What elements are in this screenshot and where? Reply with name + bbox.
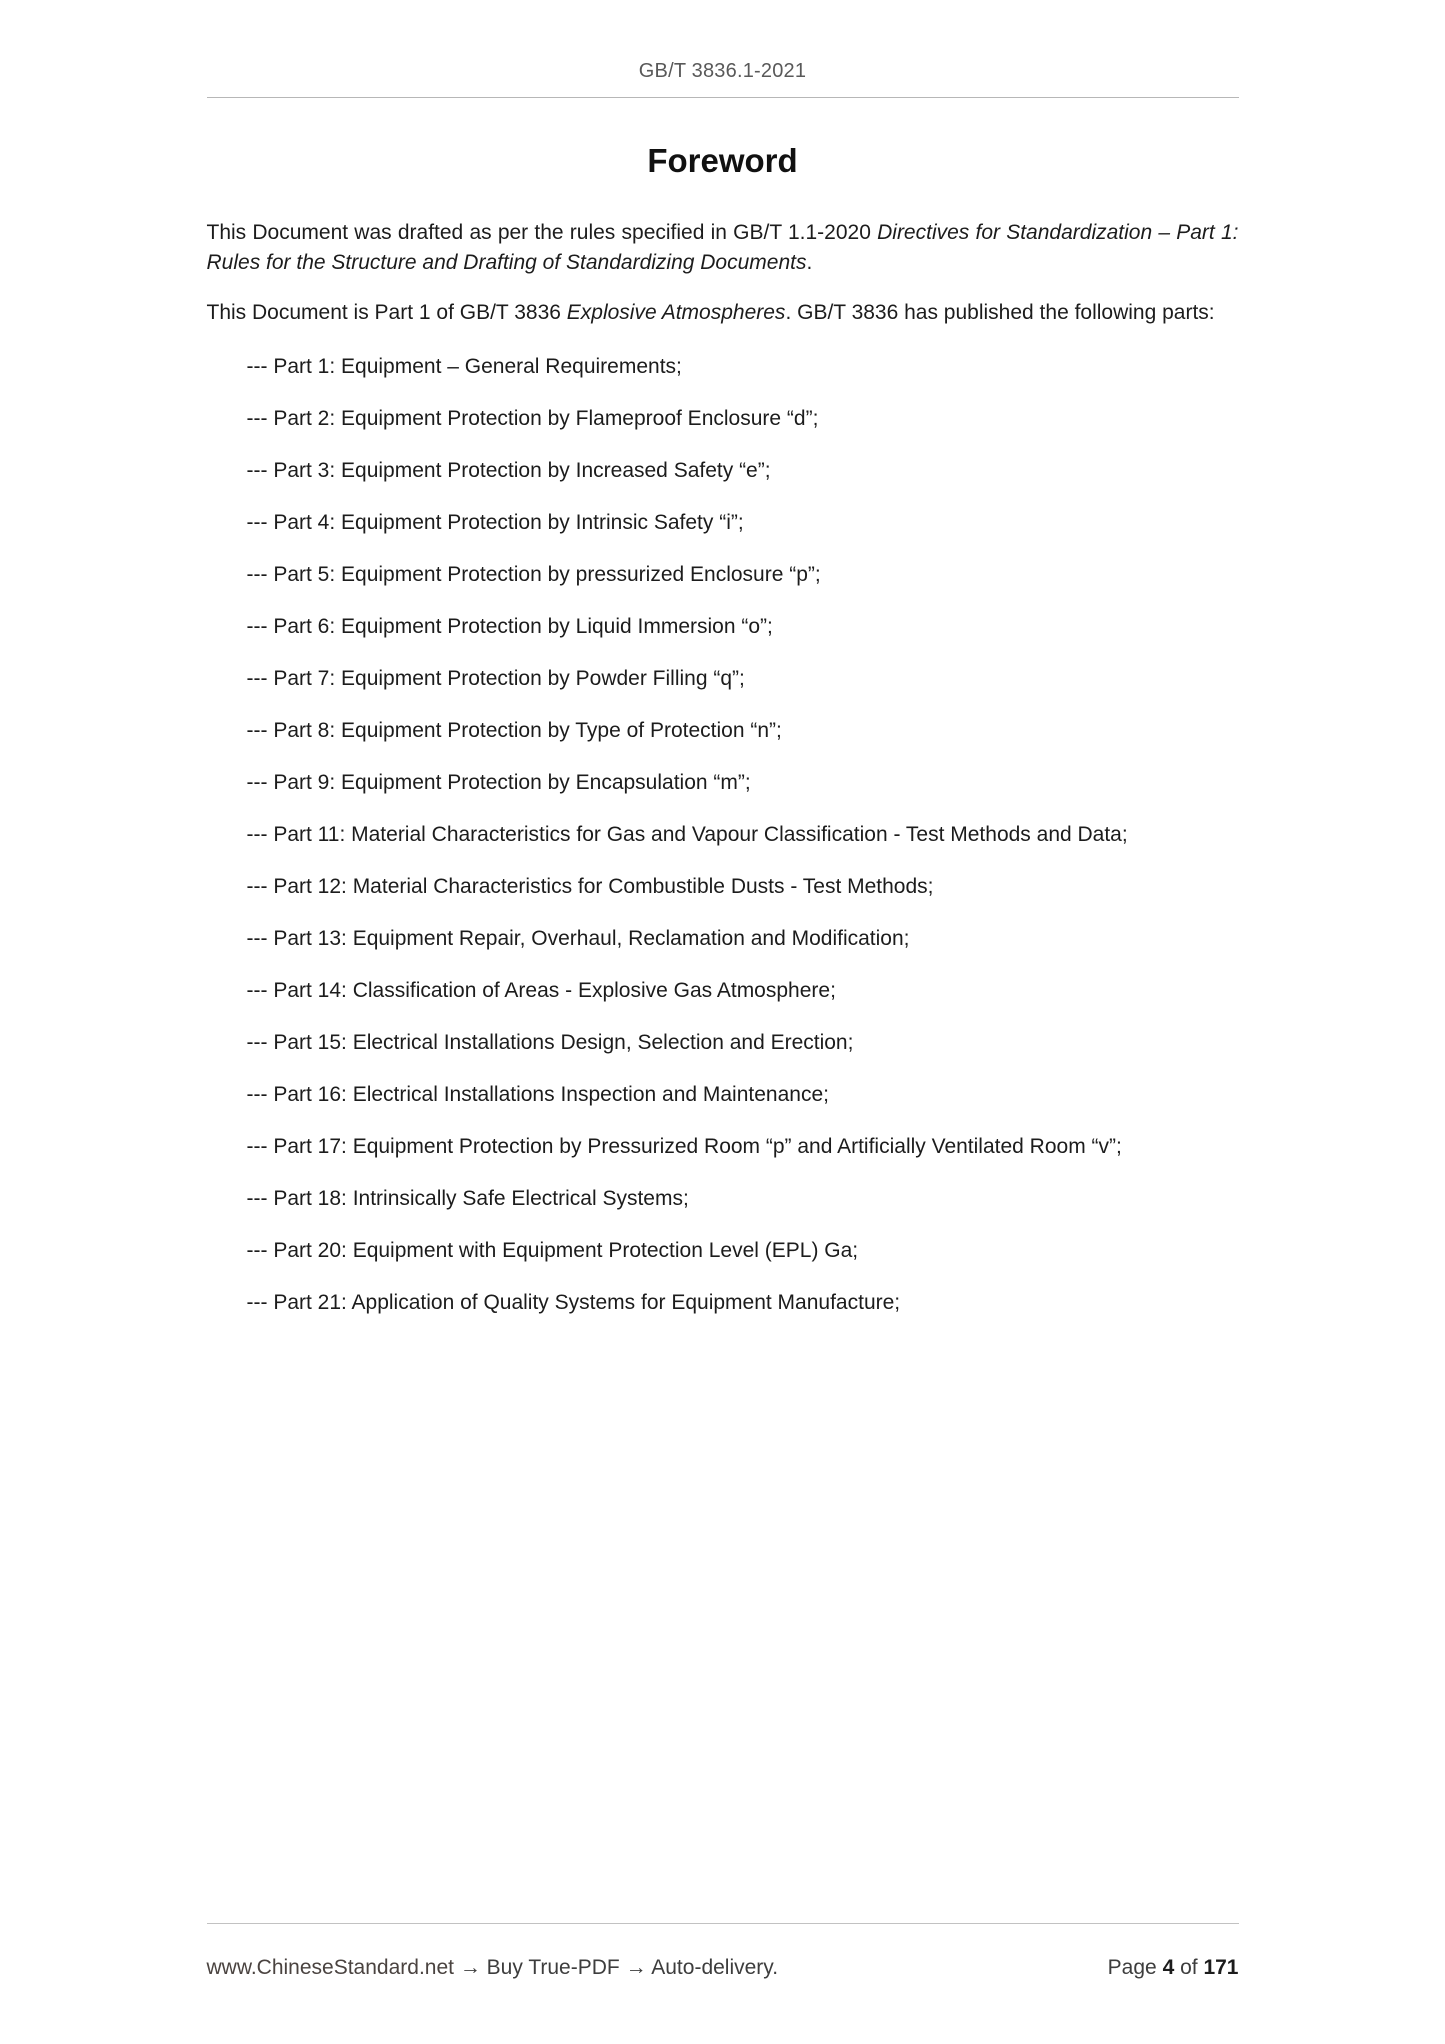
paragraph-italic-title: Directives for Standardization – Part 1: Rules for the Structure and Drafting of Standardizing Documents [206, 221, 1239, 274]
part-list-item: --- Part 4: Equipment Protection by Intrinsic Safety “i”; [246, 511, 744, 534]
total-pages: 171 [1203, 1956, 1239, 1979]
part-list-item: --- Part 8: Equipment Protection by Type of Protection “n”; [246, 719, 782, 742]
footer-content [207, 1923, 1239, 1980]
part-list-item: --- Part 9: Equipment Protection by Encapsulation “m”; [246, 771, 751, 794]
part-list-item: --- Part 21: Application of Quality Systems for Equipment Manufacture; [246, 1291, 901, 1314]
part-list-item: --- Part 12: Material Characteristics for Combustible Dusts - Test Methods; [246, 875, 934, 898]
part-list-item: --- Part 14: Classification of Areas - Explosive Gas Atmosphere; [246, 979, 836, 1002]
page-header [0, 0, 1445, 98]
paragraph-text: This Document is Part 1 of GB/T 3836 [206, 301, 567, 324]
part-list-item: --- Part 17: Equipment Protection by Pressurized Room “p” and Artificially Ventilated Room “v”; [246, 1135, 1122, 1158]
paragraph-italic-title: Explosive Atmospheres [566, 301, 786, 324]
header-divider [207, 97, 1239, 98]
page-number: 4 [1162, 1956, 1175, 1979]
intro-paragraph-2 [207, 298, 1239, 328]
document-body [207, 142, 1239, 1318]
page-indicator [1108, 1956, 1239, 1980]
part-list-item: --- Part 15: Electrical Installations Design, Selection and Erection; [246, 1031, 854, 1054]
footer-divider [207, 1923, 1239, 1924]
part-list-item: --- Part 20: Equipment with Equipment Protection Level (EPL) Ga; [246, 1239, 859, 1262]
part-list-item: --- Part 13: Equipment Repair, Overhaul, Reclamation and Modification; [246, 927, 910, 950]
part-list-item: --- Part 16: Electrical Installations Inspection and Maintenance; [246, 1083, 829, 1106]
footer-site-link[interactable]: www.ChineseStandard.net [206, 1956, 454, 1979]
footer-row [207, 1956, 1239, 1980]
right-arrow-icon: → [625, 1956, 647, 1979]
part-list-item: --- Part 18: Intrinsically Safe Electrical Systems; [246, 1187, 689, 1210]
part-list-item: --- Part 3: Equipment Protection by Increased Safety “e”; [246, 459, 771, 482]
paragraph-text-end: . [806, 251, 813, 274]
part-list-item: --- Part 7: Equipment Protection by Powder Filling “q”; [246, 667, 745, 690]
paragraph-text: This Document was drafted as per the rules specified in GB/T 1.1-2020 [206, 221, 878, 244]
right-arrow-icon: → [459, 1956, 481, 1979]
header-content [207, 60, 1239, 98]
part-list-item: --- Part 1: Equipment – General Requirements; [246, 355, 682, 378]
document-number: GB/T 3836.1-2021 [638, 60, 807, 82]
footer-promo [207, 1956, 779, 1980]
intro-paragraph-1 [207, 218, 1239, 278]
page-footer [0, 1923, 1445, 2044]
footer-delivery-text: Auto-delivery. [651, 1956, 779, 1979]
parts-list [207, 352, 1239, 1318]
part-list-item: --- Part 6: Equipment Protection by Liquid Immersion “o”; [246, 615, 773, 638]
of-label: of [1180, 1956, 1198, 1979]
part-list-item: --- Part 11: Material Characteristics for Gas and Vapour Classification - Test Methods and Data; [246, 823, 1128, 846]
footer-buy-text: Buy True-PDF [486, 1956, 620, 1979]
part-list-item: --- Part 2: Equipment Protection by Flameproof Enclosure “d”; [246, 407, 819, 430]
page-title: Foreword [647, 142, 798, 179]
page-label: Page [1107, 1956, 1157, 1979]
paragraph-text-end: . GB/T 3836 has published the following parts: [785, 301, 1215, 324]
part-list-item: --- Part 5: Equipment Protection by pressurized Enclosure “p”; [246, 563, 821, 586]
